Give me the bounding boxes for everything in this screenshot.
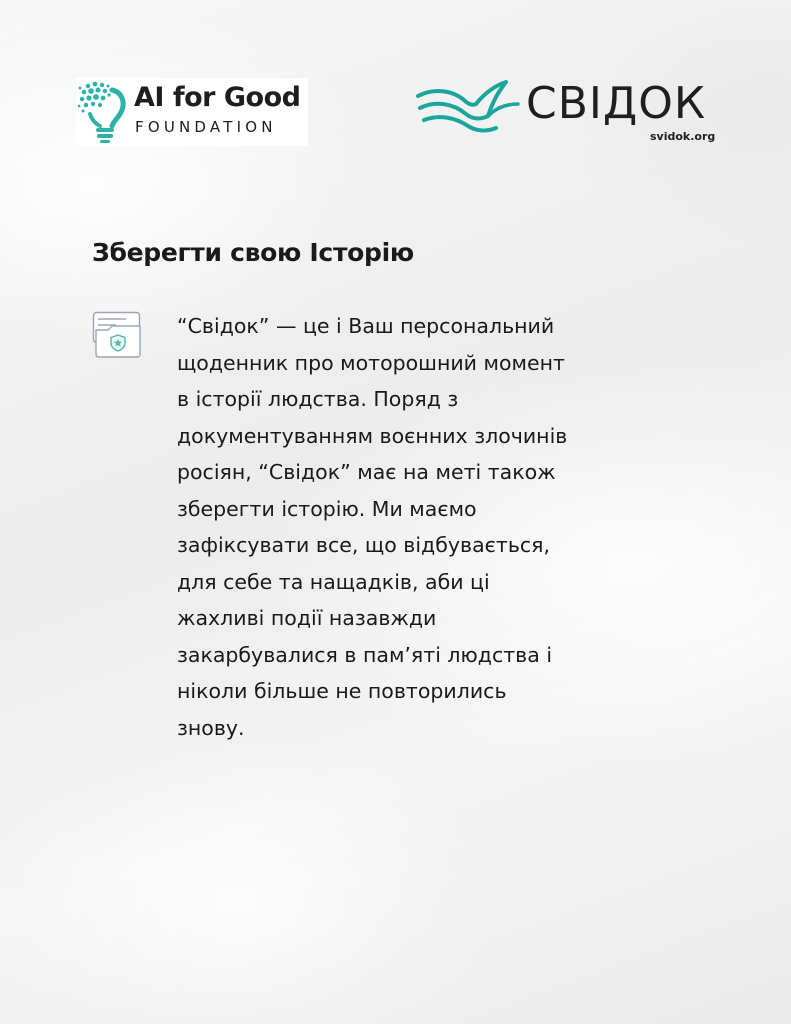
paragraph-line: зафіксувати все, що відбувається, bbox=[177, 533, 551, 557]
section-heading: Зберегти свою Історію bbox=[92, 238, 414, 267]
lightbulb-neural-icon bbox=[78, 80, 126, 144]
paragraph-line: жахливі події назавжди bbox=[177, 606, 437, 630]
paragraph-line: знову. bbox=[177, 715, 245, 740]
body-paragraph bbox=[177, 308, 707, 746]
paragraph-line: документуванням воєнних злочинів bbox=[177, 423, 568, 448]
ai-for-good-title: AI for Good bbox=[134, 82, 301, 113]
paragraph-line: ніколи більше не повторились bbox=[177, 679, 507, 703]
svidok-logo bbox=[412, 76, 718, 148]
paragraph-line: зберегти історію. Ми маємо bbox=[177, 496, 477, 521]
paragraph-line: для себе та нащадків, аби ці bbox=[177, 569, 490, 594]
paragraph-line: закарбувалися в пам’яті людства і bbox=[177, 642, 553, 667]
paragraph-line: “Свідок” — це і Ваш персональний bbox=[177, 314, 555, 338]
svidok-url: svidok.org bbox=[650, 130, 716, 143]
ai-for-good-subtitle: FOUNDATION bbox=[135, 118, 277, 136]
paragraph-line: в історії людства. Поряд з bbox=[177, 387, 459, 411]
ai-for-good-logo bbox=[76, 78, 308, 146]
shielded-document-icon bbox=[92, 308, 144, 360]
svidok-wordmark: СВІДОК bbox=[526, 78, 707, 129]
bird-icon bbox=[414, 78, 522, 140]
paragraph-line: росіян, “Свідок” має на меті також bbox=[177, 460, 556, 484]
paragraph-line: щоденник про моторошний момент bbox=[177, 350, 565, 375]
